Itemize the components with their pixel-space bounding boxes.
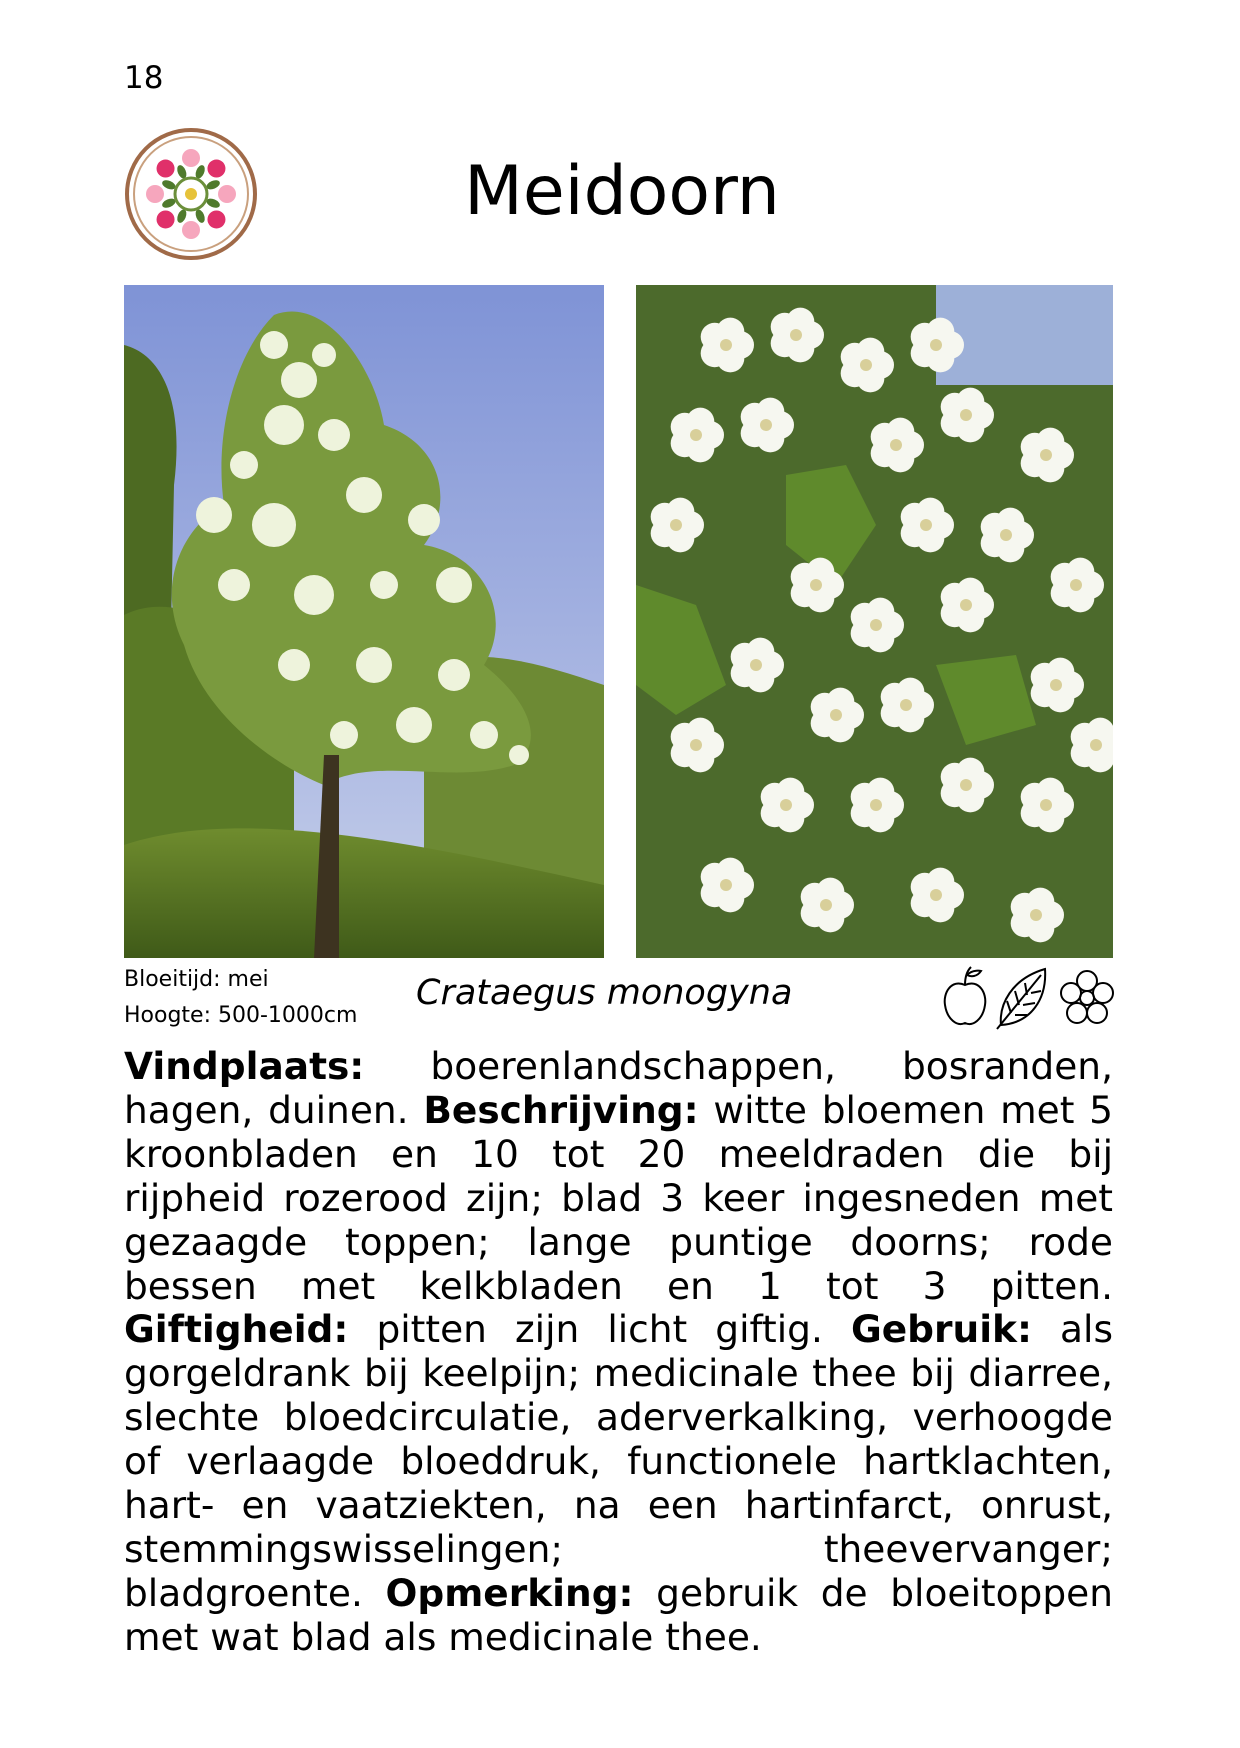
text-giftigheid: pitten zijn licht giftig. bbox=[348, 1307, 851, 1352]
page-title: Meidoorn bbox=[464, 152, 780, 231]
leaf-icon bbox=[997, 969, 1045, 1029]
page-number: 18 bbox=[124, 60, 164, 96]
tree-photo bbox=[124, 285, 604, 958]
apple-icon bbox=[945, 967, 986, 1024]
latin-name: Crataegus monogyna bbox=[416, 973, 793, 1013]
plant-height: Hoogte: 500-1000cm bbox=[124, 1003, 358, 1028]
label-opmerking: Opmerking: bbox=[385, 1570, 634, 1615]
trait-icons bbox=[941, 965, 1117, 1031]
text-opmerking: gebruik de bloeitoppen met wat blad als medicinale thee. bbox=[124, 1570, 1113, 1659]
label-beschrijving: Beschrijving: bbox=[423, 1087, 699, 1132]
label-gebruik: Gebruik: bbox=[850, 1307, 1032, 1352]
flower-closeup-photo bbox=[636, 285, 1113, 958]
text-gebruik: als gorgeldrank bij keelpijn; medicinale thee bij diarree, slechte bloedcirculatie, aderverkalking, verhoogde of verlaagde bloeddruk, functionele hartklachten, hart- en vaatziekten, na een hartinfarct, onrust, stemmingswisselingen; theevervanger; bladgroente. bbox=[124, 1307, 1113, 1615]
text-beschrijving: witte bloemen met 5 kroonbladen en 10 tot 20 meeldraden die bij rijpheid rozerood zijn; blad 3 keer ingesneden met gezaagde toppen; lange puntige doorns; rode bessen met kelkbladen en 1 tot 3 pitten. bbox=[124, 1087, 1114, 1308]
text-vindplaats: boerenlandschappen, bosranden, hagen, duinen. bbox=[124, 1044, 1113, 1132]
label-giftigheid: Giftigheid: bbox=[124, 1307, 349, 1352]
bloom-time: Bloeitijd: mei bbox=[124, 967, 269, 992]
flower-icon bbox=[1061, 971, 1113, 1023]
label-vindplaats: Vindplaats: bbox=[124, 1044, 365, 1088]
description-text bbox=[124, 1045, 1113, 1660]
